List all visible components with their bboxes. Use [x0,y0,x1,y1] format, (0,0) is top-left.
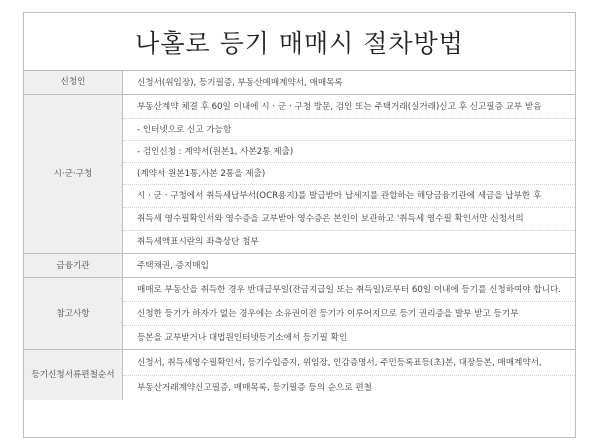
row-label-city-office: 시·군·구청 [24,95,123,254]
row-label-filing-order: 등기신청서류편철순서 [24,350,123,400]
row-text: 신청서, 취득세영수필확인서, 등기수입증지, 위임장, 인감증명서, 주민등록표등(초)본, 대장등본, 매매계약서, [123,350,576,376]
row-label-notes: 참고사항 [24,278,123,350]
row-text: (계약서 원본1통,사본 2통을 제출) [123,163,576,185]
procedure-table-frame [23,12,576,438]
page-title: 나홀로 등기 매매시 절차방법 [24,13,575,71]
row-text: 주택채권, 증지매입 [123,254,576,278]
row-text: 부동산계약 체결 후 60일 이내에 시ㆍ군ㆍ구청 방문, 검인 또는 주택거래(실거래)신고 후 신고필증 교부 받음 [123,95,576,119]
row-text: 등본을 교부받거나 대법원인터넷등기소에서 등기필 확인 [123,326,576,350]
procedure-table [24,70,575,400]
row-text: 부동산거래계약신고필증, 매매목록, 등기필증 등의 순으로 편철 [123,376,576,400]
table-row [24,350,575,376]
row-text: 취득세액표시란의 좌측상단 첨부 [123,231,576,254]
row-label-financial-institution: 금융기관 [24,254,123,278]
row-text: 매매로 부동산을 취득한 경우 반대급부일(잔금지급일 또는 취득일)로부터 60일 이내에 등기를 신청하여야 합니다. [123,278,576,302]
row-text: 시ㆍ군ㆍ구청에서 취득세납부서(OCR용지)를 발급받아 납세지를 관할하는 해당금융기관에 세금을 납부한 후 [123,185,576,208]
row-text: 취득세 영수필확인서와 영수증을 교부받아 영수증은 본인이 보관하고 '취득세 영수필 확인서만 신청서의 [123,208,576,231]
table-row [24,95,575,119]
row-text: - 검인신청 : 계약서(원본1, 사본2통 제출) [123,141,576,163]
table-row [24,254,575,278]
row-label-applicant: 신청인 [24,71,123,95]
table-row [24,278,575,302]
row-text: 신청한 등기가 하자가 없는 경우에는 소유권이전 등기가 이루어지므로 등기 권리증을 발부 받고 등기부 [123,302,576,326]
row-text: - 인터넷으로 신고 가능함 [123,119,576,141]
row-text: 신청서(위임장), 등기필증, 부동산매매계약서, 매매목록 [123,71,576,95]
table-row [24,71,575,95]
